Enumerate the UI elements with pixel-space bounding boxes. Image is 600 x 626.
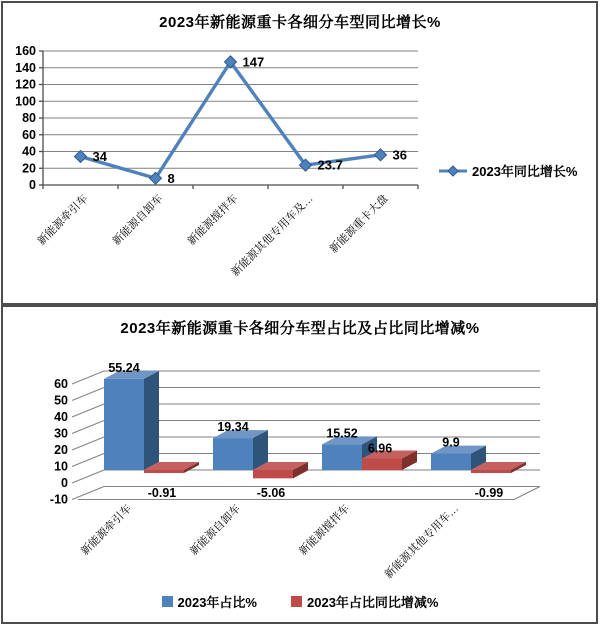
depth-tick [72,487,104,500]
bar-blue-side [144,371,159,470]
data-label: -0.91 [147,486,177,500]
bar-red-front [253,470,293,478]
category-label: 新能源牵引车 [78,502,135,558]
bar-blue-front [104,379,144,470]
bar-blue-front [213,438,253,470]
legend-item-change [291,592,438,611]
data-label: -5.06 [256,486,286,500]
y-tick-label: 50 [54,393,68,408]
blue-series-label: 2023年占比% [177,595,257,610]
y-tick-label: 40 [54,410,68,424]
data-label: 34 [92,149,107,165]
data-label: 23.7 [317,157,343,173]
legend-item-share [162,592,257,611]
data-label: 9.9 [442,435,460,450]
line-chart-legend [438,161,577,180]
blue-series-swatch-icon [162,596,173,607]
data-label: -0.99 [474,486,504,500]
y-tick-label: 160 [15,44,36,58]
line-marker-icon [438,165,468,177]
y-tick-label: 0 [29,178,36,192]
depth-tick [72,388,104,401]
data-point-marker [375,149,387,161]
bar-blue-front [322,444,362,470]
depth-tick [72,470,104,483]
bar-chart-legend [0,592,600,611]
y-tick-label: 10 [54,459,68,474]
y-tick-label: 140 [15,60,36,75]
data-point-marker [75,151,87,163]
y-tick-label: 0 [61,476,68,490]
bar-blue-front [431,454,471,470]
data-label: 55.24 [108,360,140,375]
category-label: 新能源自卸车 [110,192,166,248]
y-tick-label: 30 [54,426,68,441]
y-tick-label: 20 [22,161,36,176]
y-tick-label: 100 [15,94,36,109]
y-tick-label: 40 [22,144,36,159]
category-label: 新能源搅拌车 [185,192,241,248]
bar-chart-title: 2023年新能源重卡各细分车型占比及占比同比增减% [120,320,480,337]
y-tick-label: 80 [22,111,36,125]
y-tick-label: -10 [49,492,68,507]
line-series-label: 2023年同比增长% [472,164,578,179]
data-label: 19.34 [217,420,249,435]
category-label: 新能源其他专用车… [382,502,462,582]
depth-tick [72,421,104,434]
y-tick-label: 20 [54,443,68,457]
depth-tick [72,371,104,384]
data-label: 147 [242,54,265,70]
bar-red-front [362,459,402,470]
line-chart-title: 2023年新能源重卡各细分车型同比增长% [159,14,441,31]
category-label: 新能源其他专用车及… [229,192,316,279]
category-label: 新能源重卡大盘 [327,192,391,256]
depth-tick [72,437,104,450]
data-label: 36 [392,147,407,163]
red-series-label: 2023年占比同比增减% [307,595,439,610]
category-label: 新能源搅拌车 [296,502,353,558]
bar-red-front [471,470,511,473]
floor-side-edge [514,487,540,500]
data-label: 6.96 [367,441,393,456]
data-label: 15.52 [326,426,358,441]
red-series-swatch-icon [291,596,302,607]
y-tick-label: 60 [22,127,36,142]
category-label: 新能源牵引车 [35,192,91,248]
category-label: 新能源自卸车 [187,502,244,558]
depth-tick [72,454,104,467]
y-tick-label: 60 [54,377,68,391]
y-tick-label: 120 [15,77,36,92]
bar-red-front [144,470,184,473]
data-label: 8 [167,170,175,186]
depth-tick [72,404,104,417]
